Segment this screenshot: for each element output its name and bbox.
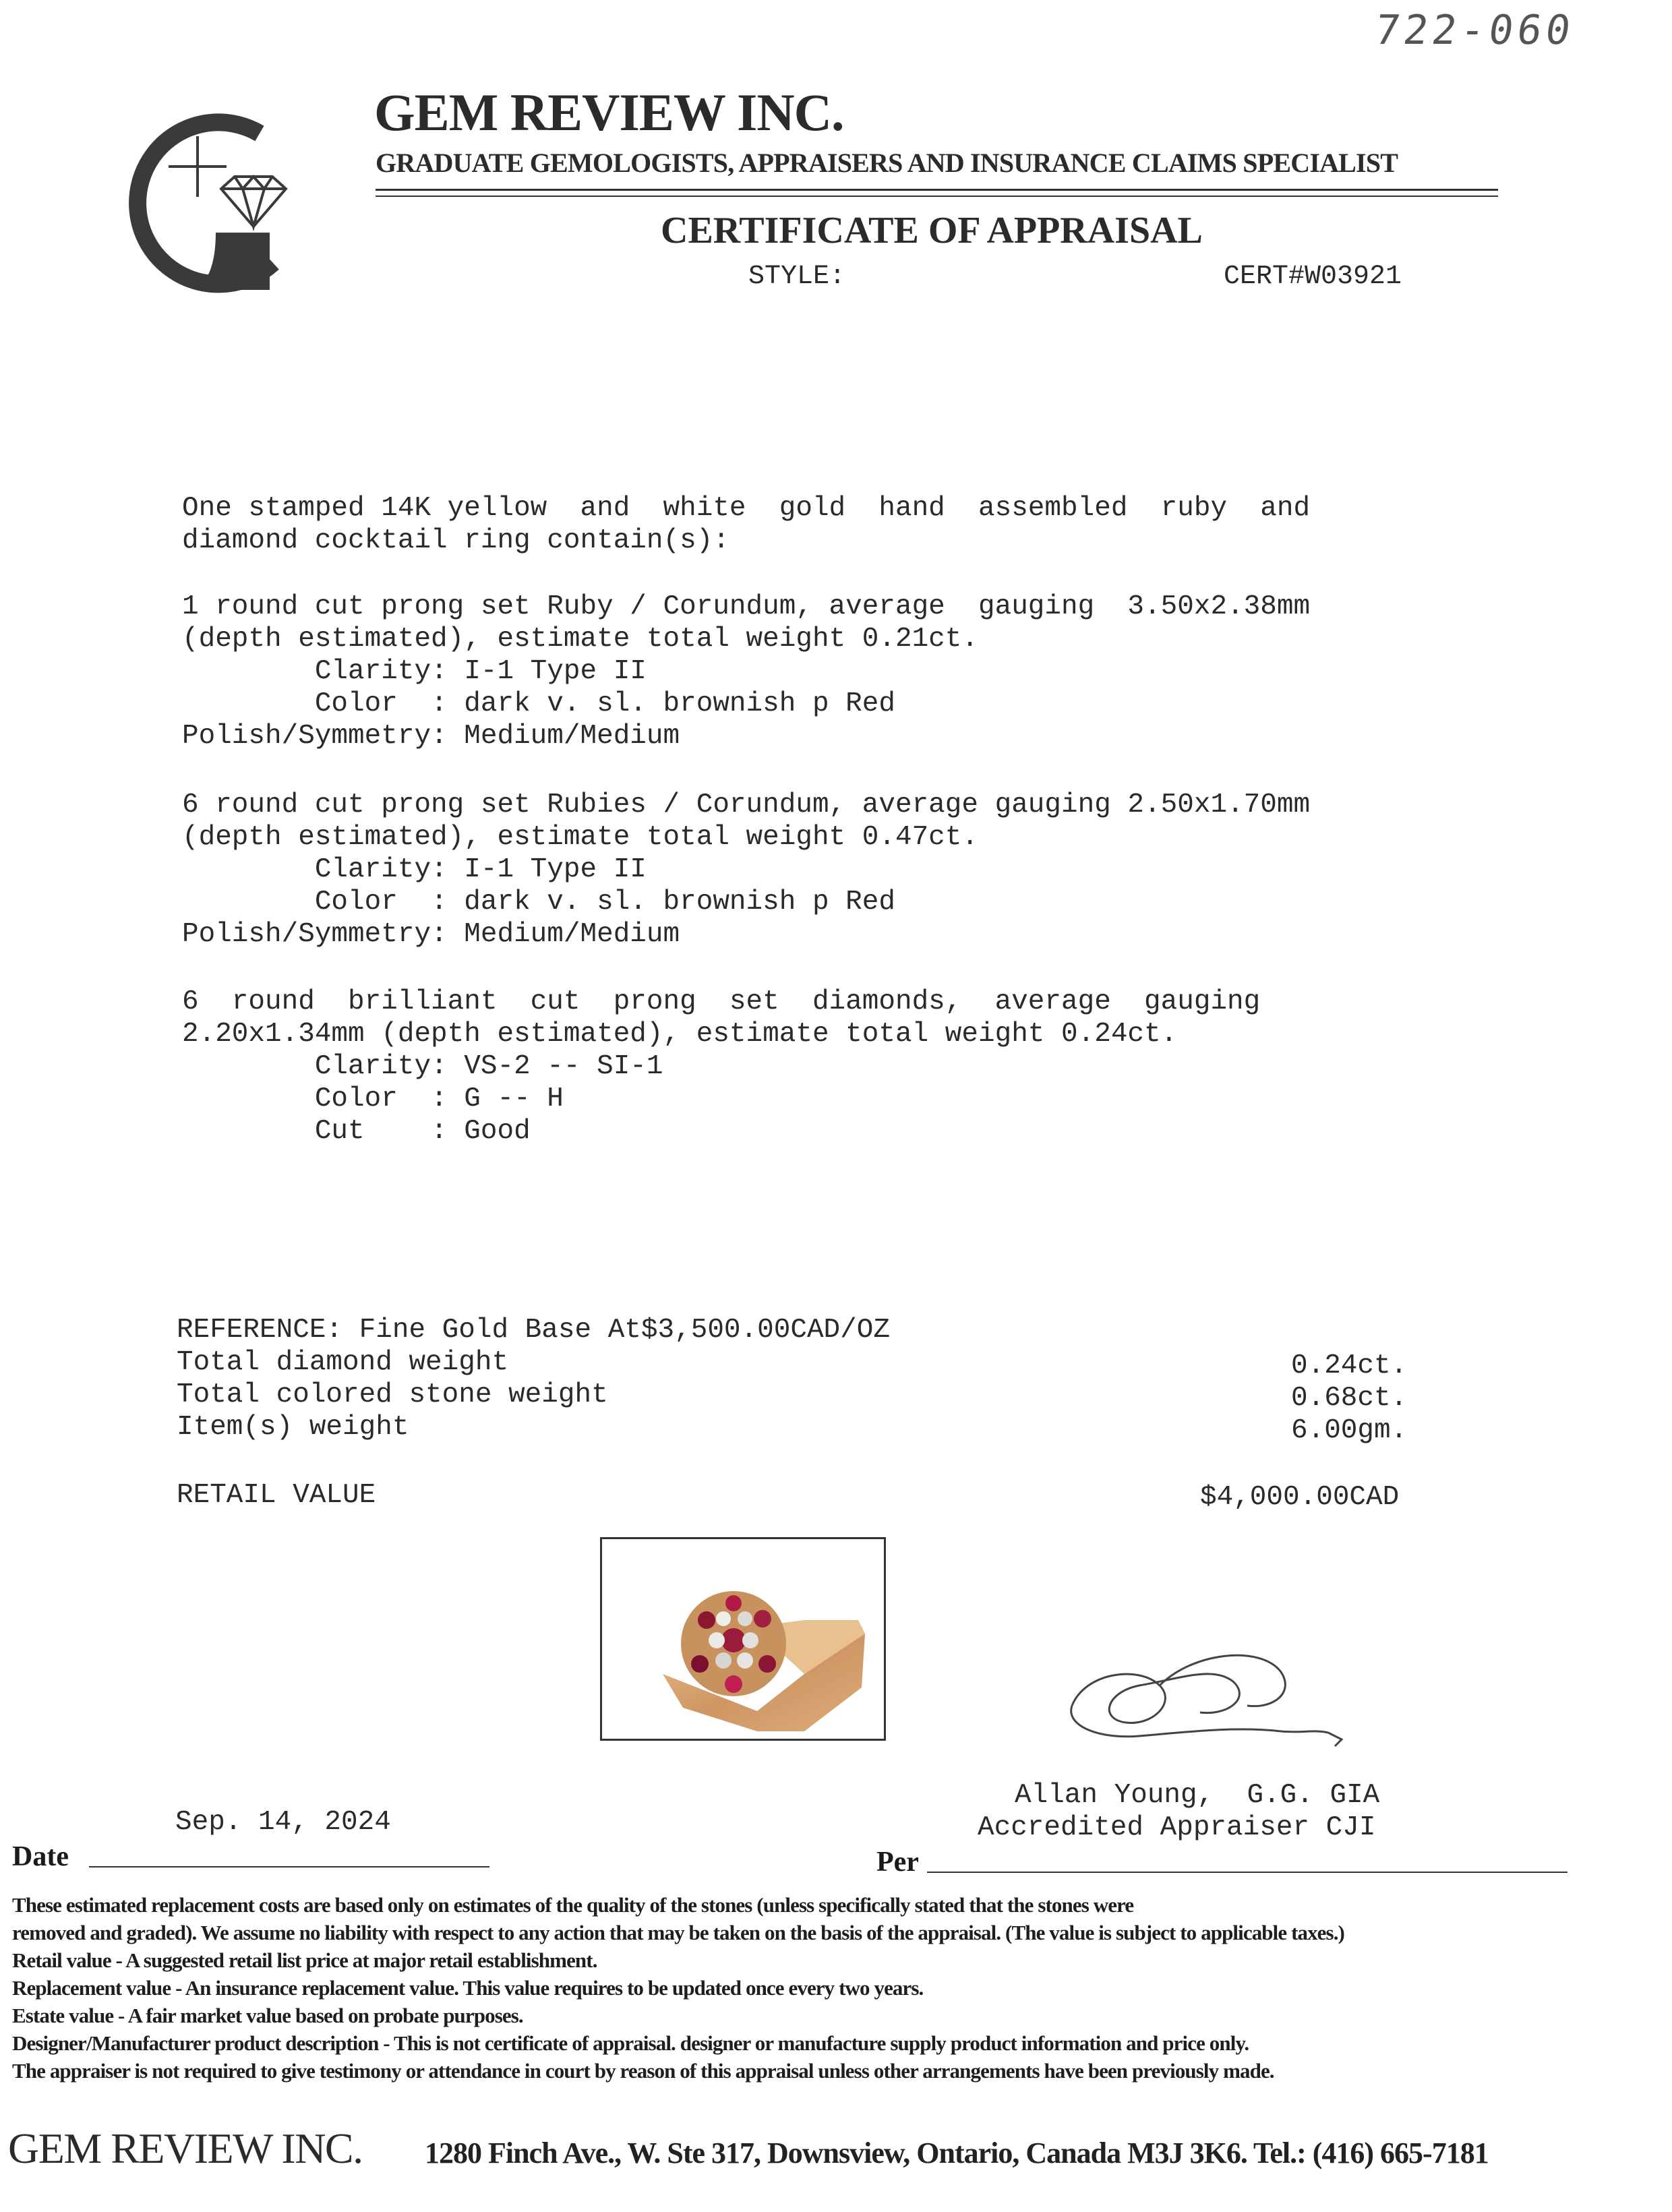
description-line: One stamped 14K yellow and white gold hand assembled ruby and	[182, 493, 1311, 524]
appraisal-date: Sep. 14, 2024	[175, 1807, 391, 1838]
summary-value-diamond: 0.24ct.	[1291, 1350, 1408, 1381]
summary-label-colored-stone: Total colored stone weight	[177, 1379, 608, 1410]
disclaimer-line: These estimated replacement costs are based only on estimates of the quality of the stones (unless specifically stated that the stones were	[12, 1893, 1134, 1917]
retail-value-amount: $4,000.00CAD	[1200, 1482, 1400, 1513]
retail-value-label: RETAIL VALUE	[177, 1480, 376, 1511]
description-line: Color : dark v. sl. brownish p Red	[182, 688, 895, 719]
company-tagline: GRADUATE GEMOLOGISTS, APPRAISERS AND INSURANCE CLAIMS SPECIALIST	[376, 148, 1398, 178]
disclaimer-line: Retail value - A suggested retail list price at major retail establishment.	[12, 1948, 597, 1972]
description-line: (depth estimated), estimate total weight 0.21ct.	[182, 624, 978, 655]
company-logo	[115, 94, 317, 297]
per-signature-line	[927, 1872, 1568, 1873]
description-line: Clarity: VS-2 -- SI-1	[182, 1051, 663, 1082]
company-name: GEM REVIEW INC.	[374, 83, 844, 142]
disclaimer-line: Estate value - A fair market value based on probate purposes.	[12, 2004, 523, 2027]
disclaimer-line: removed and graded). We assume no liability with respect to any action that may be taken on the basis of the appraisal. (The value is subject to applicable taxes.)	[12, 1921, 1344, 1944]
description-line: Color : G -- H	[182, 1083, 564, 1114]
header-divider-thin	[376, 196, 1498, 197]
summary-label-item-weight: Item(s) weight	[177, 1412, 409, 1443]
per-label: Per	[876, 1847, 919, 1878]
header-divider	[376, 189, 1498, 191]
appraiser-name: Allan Young, G.G. GIA	[1015, 1780, 1380, 1811]
disclaimer-line: The appraiser is not required to give testimony or attendance in court by reason of this appraisal unless other arrangements have been previously made.	[12, 2059, 1274, 2083]
disclaimer-line: Replacement value - An insurance replacement value. This value requires to be updated once every two years.	[12, 1976, 924, 2000]
description-line: Polish/Symmetry: Medium/Medium	[182, 721, 680, 752]
ring-illustration	[602, 1539, 884, 1739]
handwritten-note: 722-060	[1372, 7, 1578, 54]
description-line: Polish/Symmetry: Medium/Medium	[182, 919, 680, 950]
diamond-icon	[221, 177, 286, 227]
description-line: 2.20x1.34mm (depth estimated), estimate total weight 0.24ct.	[182, 1019, 1178, 1050]
appraiser-credential: Accredited Appraiser CJI	[978, 1812, 1376, 1843]
description-line: Cut : Good	[182, 1116, 531, 1147]
certificate-title: CERTIFICATE OF APPRAISAL	[661, 210, 1203, 251]
appraiser-signature	[1058, 1645, 1382, 1766]
ring-photo	[600, 1537, 886, 1741]
description-line: 6 round brilliant cut prong set diamonds, average gauging	[182, 986, 1261, 1017]
style-label: STYLE:	[748, 262, 846, 292]
date-label: Date	[12, 1841, 69, 1872]
description-line: diamond cocktail ring contain(s):	[182, 525, 729, 556]
sparkle-icon	[169, 136, 227, 197]
description-line: Clarity: I-1 Type II	[182, 854, 647, 885]
certificate-number: CERT#W03921	[1224, 262, 1402, 292]
description-line: 1 round cut prong set Ruby / Corundum, average gauging 3.50x2.38mm	[182, 591, 1311, 622]
footer-company-name: GEM REVIEW INC.	[8, 2124, 363, 2172]
description-line: Color : dark v. sl. brownish p Red	[182, 887, 895, 918]
description-line: 6 round cut prong set Rubies / Corundum, average gauging 2.50x1.70mm	[182, 789, 1311, 820]
summary-label-diamond: Total diamond weight	[177, 1347, 509, 1378]
summary-value-item-weight: 6.00gm.	[1291, 1415, 1408, 1446]
description-line: Clarity: I-1 Type II	[182, 656, 647, 687]
disclaimer-line: Designer/Manufacturer product description - This is not certificate of appraisal. designer or manufacture supply product information and price only.	[12, 2031, 1249, 2055]
reference-line: REFERENCE: Fine Gold Base At$3,500.00CAD/OZ	[177, 1315, 890, 1346]
summary-value-colored-stone: 0.68ct.	[1291, 1383, 1408, 1414]
description-line: (depth estimated), estimate total weight 0.47ct.	[182, 822, 978, 853]
footer-address: 1280 Finch Ave., W. Ste 317, Downsview, Ontario, Canada M3J 3K6. Tel.: (416) 665-7181	[425, 2136, 1489, 2170]
date-signature-line	[89, 1866, 489, 1867]
